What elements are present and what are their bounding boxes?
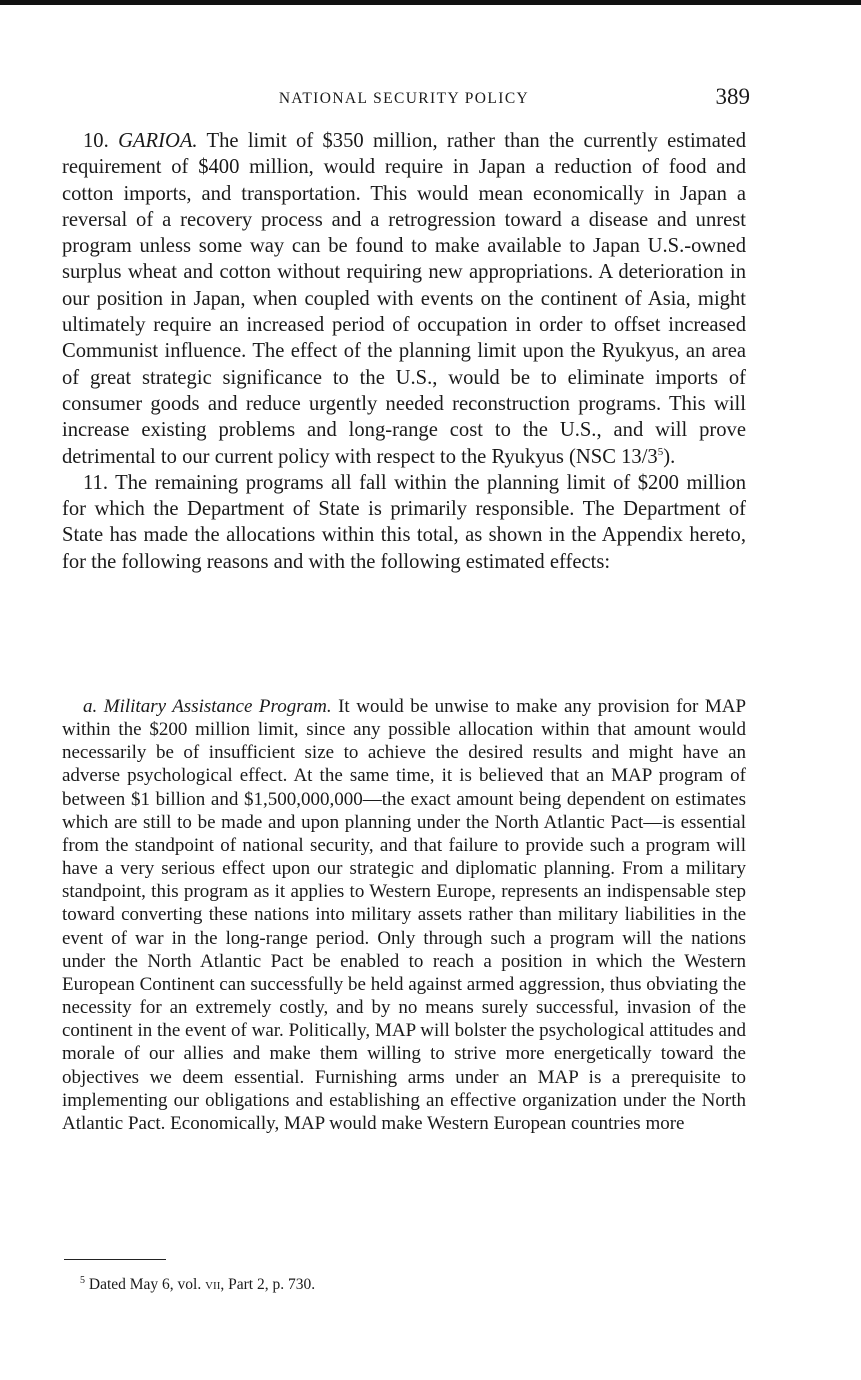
paragraph-a xyxy=(62,695,746,1135)
running-header xyxy=(62,84,750,114)
footnote xyxy=(80,1276,740,1294)
paragraph-text: The limit of $350 million, rather than the currently estimated requirement of $400 million, would require in Japan a reduction of food and cotton imports, and transportation. This would mean economically in Japan a reversal of a recovery process and a retrogression toward a disease and unrest program unless some way can be found to make available to Japan U.S.-owned surplus wheat and cotton without requiring new appropriations. A deterioration in our position in Japan, when coupled with events on the continent of Asia, might ultimately require an increased period of occupation in order to offset increased Communist influence. The effect of the planning limit upon the Ryukyus, an area of great strategic significance to the U.S., would be to eliminate imports of consumer goods and reduce urgently needed reconstruction programs. This will increase existing problems and long-range cost to the U.S., and will prove detrimental to our current policy with respect to the Ryukyus (NSC 13/3 xyxy=(62,130,747,468)
paragraph-11 xyxy=(62,470,746,575)
footnote-reference: 5 xyxy=(657,445,664,458)
main-text-upper xyxy=(62,128,746,575)
footnote-mark: 5 xyxy=(80,1274,85,1286)
paragraph-text: It would be unwise to make any provision for MAP within the $200 million limit, since any possible allocation within that amount would necessarily be of insufficient size to achieve the desired results and might have an adverse psychological effect. At the same time, it is believed that an MAP program of between $1 billion and $1,500,000,000—the exact amount being dependent on estimates which are still to be made and upon planning under the North Atlantic Pact—is essential from the standpoint of national security, and that failure to provide such a program will have a very serious effect upon our strategic and diplomatic planning. From a military standpoint, this program as it applies to Western Europe, represents an indispensable step toward converting these nations into military assets rather than military liabilities in the event of war in the long-range period. Only through such a program will the nations under the North Atlantic Pact be enabled to reach a position in which the Western European Continent can successfully be held against armed aggression, thus obviating the necessity for an extremely costly, and by no means surely successful, invasion of the continent in the event of war. Politically, MAP will bolster the psychological attitudes and morale of our allies and make them willing to strive more energetically toward the objectives we deem essential. Furnishing arms under an MAP is a prerequisite to implementing our obligations and establishing an effective organization under the North Atlantic Pact. Economically, MAP would make Western European countries more xyxy=(62,696,747,1134)
paragraph-number: 10. xyxy=(83,130,109,152)
paragraph-tail: ). xyxy=(663,445,676,468)
page-number: 389 xyxy=(715,84,750,109)
paragraph-number: 11. xyxy=(83,471,108,494)
footnote-text-after: , Part 2, p. 730. xyxy=(220,1276,316,1293)
running-title: NATIONAL SECURITY POLICY xyxy=(278,90,530,107)
paragraph-lead: GARIOA. xyxy=(118,130,198,152)
paragraph-letter: a. xyxy=(83,696,98,717)
paragraph-text: The remaining programs all fall within the planning limit of $200 million for which the Department of State is primarily responsible. The Department of State has made the allocations within this total, as shown in the Appendix hereto, for the following reasons and with the following estimated effects: xyxy=(62,471,746,573)
paragraph-lead: Military Assistance Program. xyxy=(103,696,332,717)
page-top-edge xyxy=(0,0,861,5)
paragraph-10 xyxy=(62,128,746,470)
footnote-divider xyxy=(64,1259,166,1260)
main-text-lower xyxy=(62,695,746,1135)
footnote-volume: vii xyxy=(205,1276,221,1293)
footnote-text-before: Dated May 6, vol. xyxy=(88,1276,202,1293)
